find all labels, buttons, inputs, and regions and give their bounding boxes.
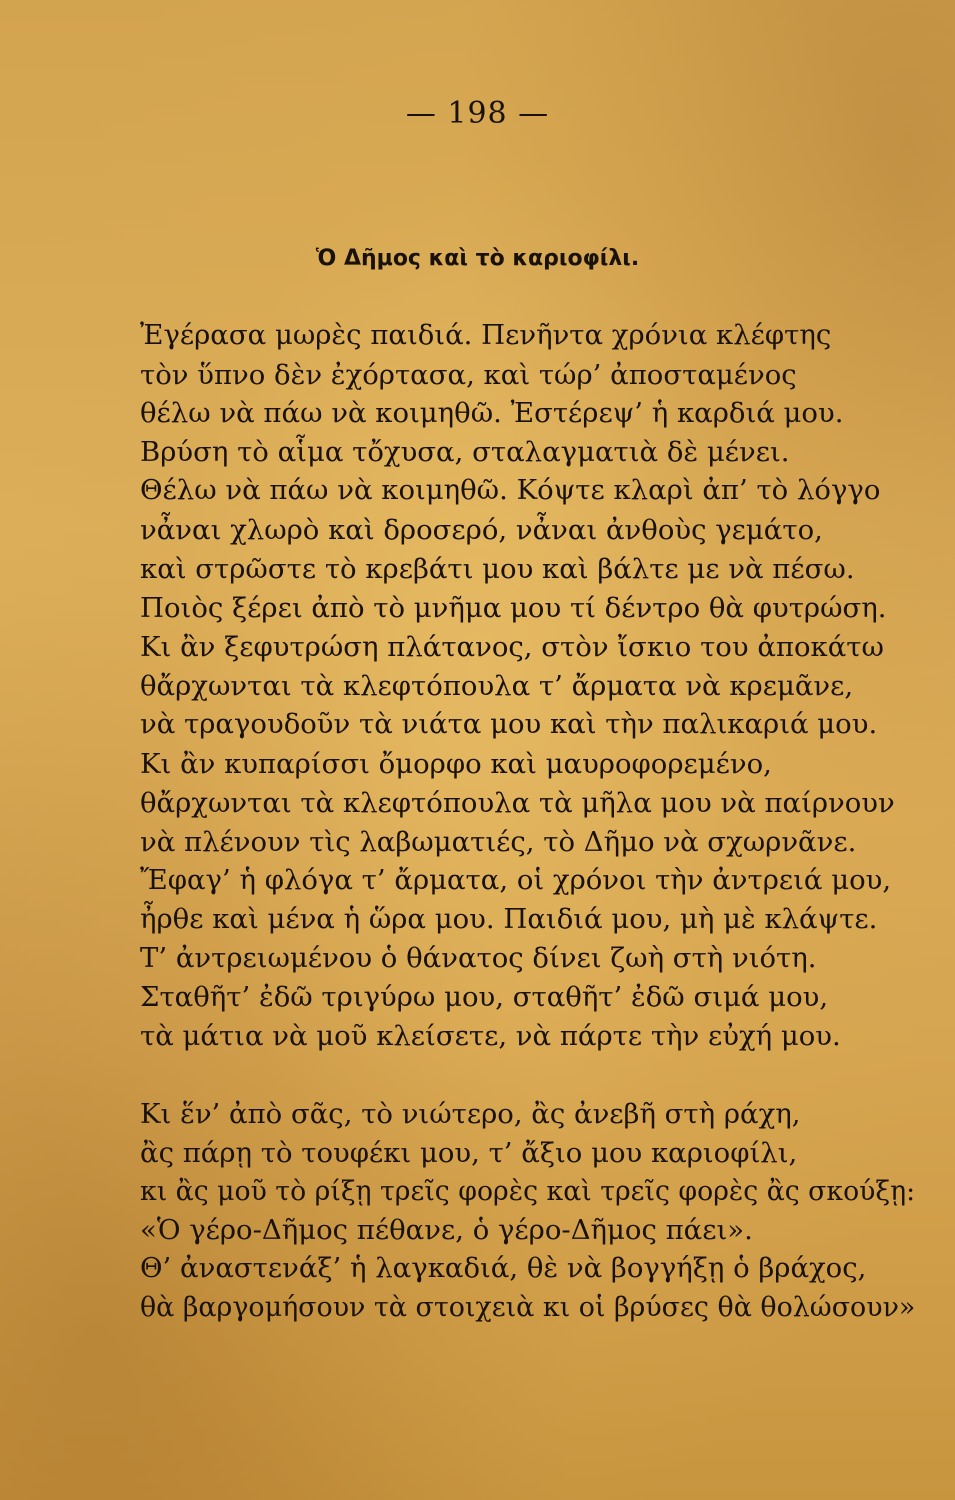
poem-line: θἄρχωνται τὰ κλεφτόπουλα τὰ μῆλα μου νὰ παίρνουν <box>140 787 895 819</box>
page-number: — 198 — <box>405 96 550 131</box>
poem-line: νἆναι χλωρὸ καὶ δροσερό, νἆναι ἀνθοὺς γεμάτο, <box>140 514 823 546</box>
poem-line: θἄρχωνται τὰ κλεφτόπουλα τ’ ἄρματα νὰ κρεμᾶνε, <box>140 670 854 702</box>
poem-line: Θέλω νὰ πάω νὰ κοιμηθῶ. Κόψτε κλαρὶ ἀπ’ τὸ λόγγο <box>140 474 881 506</box>
poem-line: Ποιὸς ξέρει ἀπὸ τὸ μνῆμα μου τί δέντρο θὰ φυτρώση. <box>140 592 887 624</box>
poem-line: Βρύση τὸ αἷμα τὄχυσα, σταλαγματιὰ δὲ μένει. <box>140 436 790 468</box>
poem-line: καὶ στρῶστε τὸ κρεβάτι μου καὶ βάλτε με νὰ πέσω. <box>140 553 855 585</box>
poem-line: τὰ μάτια νὰ μοῦ κλείσετε, νὰ πάρτε τὴν εὐχή μου. <box>140 1020 841 1052</box>
poem-line: Κι ἂν ξεφυτρώση πλάτανος, στὸν ἴσκιο του ἀποκάτω <box>140 631 884 663</box>
poem-line: θὰ βαργομήσουν τὰ στοιχειὰ κι οἱ βρύσες θὰ θολώσουν» <box>140 1291 916 1323</box>
poem-line: θέλω νὰ πάω νὰ κοιμηθῶ. Ἐστέρεψ’ ἡ καρδιά μου. <box>140 397 844 429</box>
poem-line: Τ’ ἀντρειωμένου ὁ θάνατος δίνει ζωὴ στὴ νιότη. <box>140 942 817 974</box>
poem-line: τὸν ὕπνο δὲν ἐχόρτασα, καὶ τώρ’ ἀποσταμένος <box>140 359 797 391</box>
poem-line: Θ’ ἀναστενάξ’ ἡ λαγκαδιά, θὲ νὰ βογγήξῃ ὁ βράχος, <box>140 1252 867 1284</box>
poem-line: ἂς πάρῃ τὸ τουφέκι μου, τ’ ἄξιο μου καριοφίλι, <box>140 1137 798 1169</box>
poem-line: ἦρθε καὶ μένα ἡ ὥρα μου. Παιδιά μου, μὴ μὲ κλάψτε. <box>140 903 878 935</box>
poem-line: Σταθῆτ’ ἐδῶ τριγύρω μου, σταθῆτ’ ἐδῶ σιμά μου, <box>140 981 829 1013</box>
poem-line: Ἐγέρασα μωρὲς παιδιά. Πενῆντα χρόνια κλέφτης <box>140 319 832 351</box>
poem-line: Κι ἕν’ ἀπὸ σᾶς, τὸ νιώτερο, ἂς ἀνεβῆ στὴ ράχη, <box>140 1098 801 1130</box>
poem-line: «Ὁ γέρο-Δῆμος πέθανε, ὁ γέρο-Δῆμος πάει». <box>140 1214 753 1246</box>
poem-line: νὰ πλένουν τὶς λαβωματιές, τὸ Δῆμο νὰ σχωρνᾶνε. <box>140 826 857 858</box>
poem-line: Κι ἂν κυπαρίσσι ὄμορφο καὶ μαυροφορεμένο, <box>140 748 772 780</box>
poem-line: νὰ τραγουδοῦν τὰ νιάτα μου καὶ τὴν παλικαριά μου. <box>140 708 878 740</box>
poem-line: Ἔφαγ’ ἡ φλόγα τ’ ἄρματα, οἱ χρόνοι τὴν ἀντρειά μου, <box>140 864 892 896</box>
poem-line: κι ἂς μοῦ τὸ ρίξῃ τρεῖς φορὲς καὶ τρεῖς φορὲς ἂς σκούξῃ: <box>140 1175 916 1207</box>
poem-title: Ὁ Δῆμος καὶ τὸ καριοφίλι. <box>315 246 640 271</box>
